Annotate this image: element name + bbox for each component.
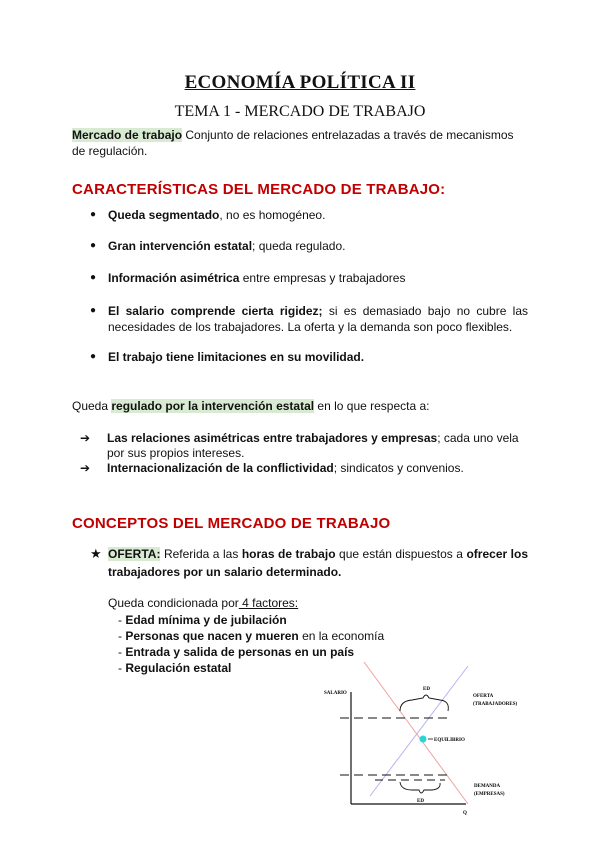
x-axis-label: Q xyxy=(463,811,467,816)
list-item xyxy=(90,270,528,286)
item-bold: Entrada y salida de personas en un país xyxy=(125,645,355,659)
oferta-bold: horas de trabajo xyxy=(241,547,336,561)
oferta-term: OFERTA: xyxy=(108,547,161,561)
item-bold: Gran intervención estatal xyxy=(108,239,253,253)
dash-icon: - xyxy=(118,613,126,627)
regulation-post: en lo que respecta a: xyxy=(314,399,430,413)
document-subtitle: TEMA 1 - MERCADO DE TRABAJO xyxy=(174,103,426,120)
ed-top-label: ED xyxy=(423,687,430,692)
item-bold: Internacionalización de la conflictividad xyxy=(107,461,334,475)
factors-intro-text: Queda condicionada por xyxy=(108,596,239,610)
oferta-bold: ofrecer los trabajadores por un salario determinado. xyxy=(108,547,528,579)
list-item xyxy=(90,238,528,254)
item-bold: Información asimétrica xyxy=(108,271,240,285)
list-item xyxy=(80,461,530,476)
ed-top-brace xyxy=(400,695,448,711)
item-text: en la economía xyxy=(298,629,385,643)
intro-definition: Conjunto de relaciones entrelazadas a través de mecanismos de regulación. xyxy=(72,128,514,158)
bullet-icon: ● xyxy=(90,209,97,220)
demand-sublabel: (EMPRESAS) xyxy=(474,792,505,797)
regulation-paragraph xyxy=(72,398,527,414)
arrow-right-icon: ➔ xyxy=(80,461,91,475)
intro-paragraph xyxy=(72,127,527,159)
ed-bottom-brace xyxy=(400,782,440,793)
intro-term: Mercado de trabajo xyxy=(72,128,183,142)
dash-icon: - xyxy=(118,661,126,675)
item-text: ; queda regulado. xyxy=(252,239,346,253)
bullet-icon: ● xyxy=(90,272,97,283)
ed-bottom-label: ED xyxy=(417,799,424,804)
supply-label: OFERTA xyxy=(473,694,494,699)
regulation-pre: Queda xyxy=(72,399,112,413)
bullet-icon: ● xyxy=(90,351,97,362)
item-bold: Las relaciones asimétricas entre trabajadores y empresas xyxy=(107,431,438,445)
supply-demand-diagram xyxy=(320,656,530,816)
item-text: , no es homogéneo. xyxy=(219,208,326,222)
factors-intro xyxy=(108,596,298,610)
dash-icon: - xyxy=(118,629,126,643)
y-axis-label: SALARIO xyxy=(324,691,347,696)
bullet-icon: ● xyxy=(90,305,97,316)
star-icon: ★ xyxy=(90,546,102,561)
item-bold: Queda segmentado xyxy=(108,208,220,222)
item-text: entre empresas y trabajadores xyxy=(239,271,406,285)
list-item xyxy=(90,349,528,365)
section-heading-conceptos: CONCEPTOS DEL MERCADO DE TRABAJO xyxy=(72,515,391,532)
dash-icon: - xyxy=(118,645,126,659)
arrow-right-icon: ➔ xyxy=(80,431,91,445)
list-item xyxy=(90,207,528,223)
equilibrium-label: EQUILIBRIO xyxy=(434,738,465,743)
item-text: ; sindicatos y convenios. xyxy=(333,461,464,475)
document-title: ECONOMÍA POLÍTICA II xyxy=(184,72,416,93)
oferta-item xyxy=(90,545,528,581)
item-bold: Personas que nacen y mueren xyxy=(125,629,299,643)
regulation-highlight: regulado por la intervención estatal xyxy=(111,399,315,413)
supply-curve xyxy=(370,666,468,796)
item-bold: Regulación estatal xyxy=(125,661,232,675)
section-heading-caracteristicas: CARACTERÍSTICAS DEL MERCADO DE TRABAJO: xyxy=(72,181,446,198)
list-item xyxy=(118,645,354,659)
item-text: ; cada uno vela por sus propios intereses. xyxy=(107,431,519,460)
list-item xyxy=(90,303,528,335)
list-item xyxy=(80,431,530,461)
oferta-text: que están dispuestos a xyxy=(335,547,467,561)
demand-label: DEMANDA xyxy=(474,784,501,789)
list-item xyxy=(118,629,384,643)
oferta-text: Referida a las xyxy=(160,547,242,561)
equilibrium-point xyxy=(420,736,427,743)
bullet-icon: ● xyxy=(90,240,97,251)
item-bold: El salario comprende cierta rigidez; xyxy=(108,304,323,318)
item-bold: El trabajo tiene limitaciones en su movilidad. xyxy=(108,350,365,364)
item-bold: Edad mínima y de jubilación xyxy=(125,613,287,627)
list-item xyxy=(118,661,231,675)
supply-sublabel: (TRABAJADORES) xyxy=(473,702,518,707)
list-item xyxy=(118,613,287,627)
item-text: si es demasiado bajo no cubre las necesidades de los trabajadores. La oferta y la demanda son poco flexibles. xyxy=(108,304,528,334)
factors-intro-underlined: 4 factores: xyxy=(238,596,299,610)
